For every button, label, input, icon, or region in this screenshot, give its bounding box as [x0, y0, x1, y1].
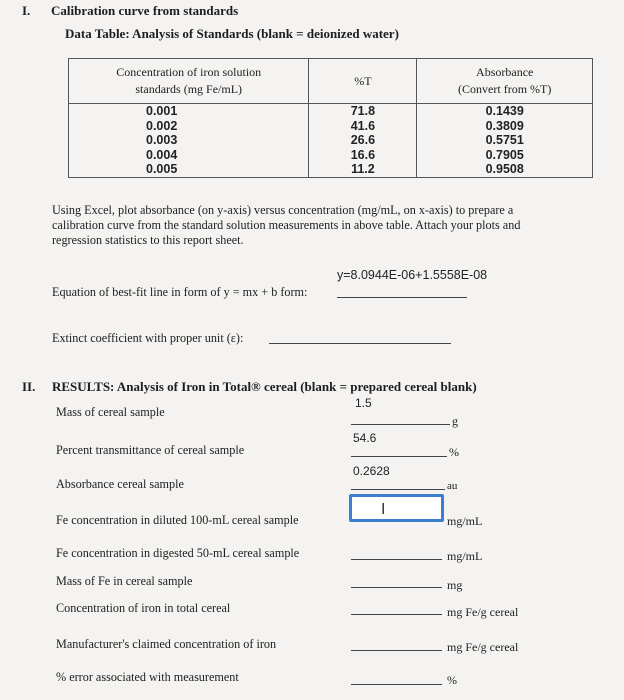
- result-unit-mass-fe: mg: [447, 578, 463, 592]
- result-label-manufacturer: Manufacturer's claimed concentration of iron: [56, 637, 277, 651]
- header-percent-t-label: %T: [354, 73, 372, 88]
- result-label-iron-total: Concentration of iron in total cereal: [56, 601, 231, 615]
- cell-percent-t: 26.6: [309, 133, 417, 148]
- section-2-title: RESULTS: Analysis of Iron in Total® cereal (blank = prepared cereal blank): [52, 379, 477, 394]
- result-value-mass-cereal[interactable]: 1.5: [355, 396, 372, 410]
- section-2-number: II.: [22, 379, 36, 394]
- instructions-line-3: regression statistics to this report sheet.: [52, 233, 244, 247]
- cell-absorbance: 0.7905: [417, 148, 593, 163]
- header-concentration-line-1: Concentration of iron solution: [116, 65, 262, 79]
- cell-absorbance: 0.3809: [417, 119, 593, 134]
- header-concentration-line-2: standards (mg Fe/mL): [135, 82, 243, 96]
- header-absorbance: [417, 59, 593, 104]
- instructions-line-2: calibration curve from the standard solution measurements in above table. Attach your plots and: [52, 218, 521, 232]
- result-unit-fe-digested: mg/mL: [447, 549, 483, 563]
- instructions-line-1: Using Excel, plot absorbance (on y-axis) versus concentration (mg/mL, on x-axis) to prepare a: [52, 203, 514, 217]
- extinct-coefficient-label: Extinct coefficient with proper unit (ε):: [52, 331, 244, 345]
- cell-percent-t: 71.8: [309, 104, 417, 119]
- result-unit-percent-t: %: [449, 445, 459, 459]
- section-1-title: Calibration curve from standards: [51, 3, 239, 18]
- header-absorbance-line-2: (Convert from %T): [458, 82, 552, 96]
- result-unit-fe-diluted: mg/mL: [447, 514, 483, 528]
- cell-absorbance: 0.1439: [417, 104, 593, 119]
- standards-table: [68, 58, 593, 178]
- cell-percent-t: 11.2: [309, 162, 417, 177]
- result-label-mass-fe: Mass of Fe in cereal sample: [56, 574, 193, 588]
- result-line-mass-fe[interactable]: [351, 587, 442, 588]
- table-row: [69, 133, 593, 148]
- result-line-percent-error[interactable]: [351, 684, 442, 685]
- result-unit-mass-cereal: g: [452, 414, 458, 428]
- best-fit-equation-value[interactable]: y=8.0944E-06+1.5558E-08: [337, 268, 488, 282]
- cell-absorbance: 0.9508: [417, 162, 593, 177]
- header-percent-t: [309, 59, 417, 104]
- result-label-fe-diluted: Fe concentration in diluted 100-mL cereal sample: [56, 513, 299, 527]
- result-unit-percent-error: %: [447, 673, 457, 687]
- result-line-fe-digested[interactable]: [351, 559, 442, 560]
- result-label-percent-t: Percent transmittance of cereal sample: [56, 443, 245, 457]
- cell-absorbance: 0.5751: [417, 133, 593, 148]
- header-concentration: [69, 59, 309, 104]
- section-1-number: I.: [22, 3, 31, 18]
- cell-concentration: 0.002: [69, 119, 309, 134]
- result-label-percent-error: % error associated with measurement: [56, 670, 239, 684]
- result-label-mass-cereal: Mass of cereal sample: [56, 405, 165, 419]
- cell-percent-t: 41.6: [309, 119, 417, 134]
- header-absorbance-line-1: Absorbance: [476, 65, 534, 79]
- table-row: [69, 104, 593, 119]
- cell-concentration: 0.004: [69, 148, 309, 163]
- best-fit-equation-line: [337, 297, 467, 298]
- text-cursor-icon: I: [381, 500, 386, 518]
- fe-diluted-input[interactable]: [349, 494, 444, 522]
- result-value-absorbance[interactable]: 0.2628: [353, 464, 390, 478]
- result-line-absorbance: [351, 489, 445, 490]
- result-line-manufacturer[interactable]: [351, 650, 442, 651]
- data-table-title: Data Table: Analysis of Standards (blank = deionized water): [65, 26, 399, 41]
- table-row: [69, 162, 593, 177]
- instructions-paragraph: [52, 203, 602, 248]
- result-label-fe-digested: Fe concentration in digested 50-mL cereal sample: [56, 546, 300, 560]
- result-line-mass-cereal: [351, 424, 450, 425]
- best-fit-equation-label: Equation of best-fit line in form of y = mx + b form:: [52, 285, 308, 299]
- result-unit-iron-total: mg Fe/g cereal: [447, 605, 519, 619]
- cell-concentration: 0.003: [69, 133, 309, 148]
- result-line-percent-t: [351, 456, 447, 457]
- result-line-iron-total[interactable]: [351, 614, 442, 615]
- cell-percent-t: 16.6: [309, 148, 417, 163]
- result-value-percent-t[interactable]: 54.6: [353, 431, 377, 445]
- extinct-coefficient-line[interactable]: [269, 343, 451, 344]
- result-unit-manufacturer: mg Fe/g cereal: [447, 640, 519, 654]
- table-row: [69, 148, 593, 163]
- cell-concentration: 0.005: [69, 162, 309, 177]
- table-row: [69, 119, 593, 134]
- result-unit-absorbance: au: [447, 480, 458, 492]
- result-label-absorbance: Absorbance cereal sample: [56, 477, 184, 491]
- cell-concentration: 0.001: [69, 104, 309, 119]
